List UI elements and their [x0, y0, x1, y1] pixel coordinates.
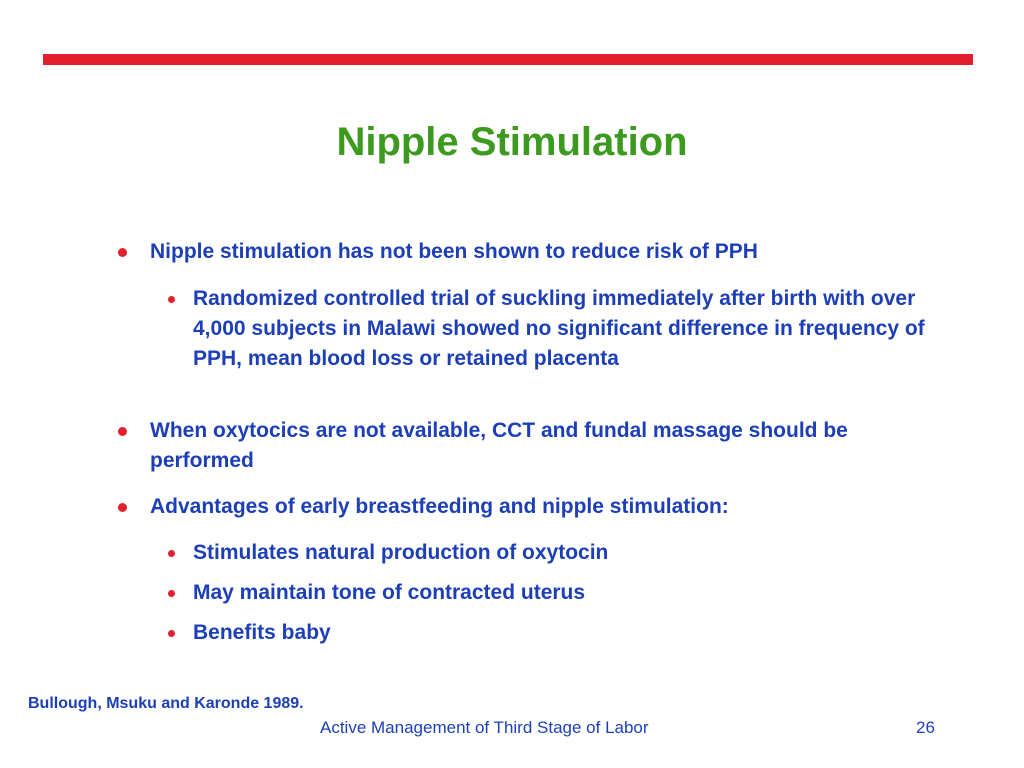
slide-title: Nipple Stimulation [336, 120, 688, 164]
sub-bullet-text: Randomized controlled trial of suckling immediately after birth with over 4,000 subjects in Malawi showed no significant difference in frequency of PPH, mean blood loss or retained placenta [193, 287, 925, 370]
sub-bullet-dot-icon [168, 630, 175, 637]
bullet-dot-icon [118, 427, 127, 436]
sub-bullet-item [193, 284, 933, 374]
sub-bullet-dot-icon [168, 550, 175, 557]
sub-bullet-item [193, 618, 933, 648]
bullet-text: When oxytocics are not available, CCT and fundal massage should be performed [150, 419, 848, 472]
sub-bullet-dot-icon [168, 590, 175, 597]
footer-title: Active Management of Third Stage of Labor [320, 718, 649, 737]
bullet-item [150, 492, 950, 522]
sub-bullet-item [193, 538, 933, 568]
bullet-text: Advantages of early breastfeeding and nipple stimulation: [150, 495, 729, 518]
citation: Bullough, Msuku and Karonde 1989. [28, 695, 304, 712]
sub-bullet-text: May maintain tone of contracted uterus [193, 581, 586, 604]
sub-bullet-item [193, 578, 933, 608]
bullet-text: Nipple stimulation has not been shown to reduce risk of PPH [150, 240, 758, 263]
sub-bullet-text: Benefits baby [193, 621, 331, 644]
sub-bullet-dot-icon [168, 296, 175, 303]
bullet-item [150, 237, 950, 267]
sub-bullet-text: Stimulates natural production of oxytocin [193, 541, 609, 564]
bullet-dot-icon [118, 248, 127, 257]
bullet-item [150, 416, 890, 476]
bullet-dot-icon [118, 503, 127, 512]
page-number: 26 [916, 718, 935, 737]
